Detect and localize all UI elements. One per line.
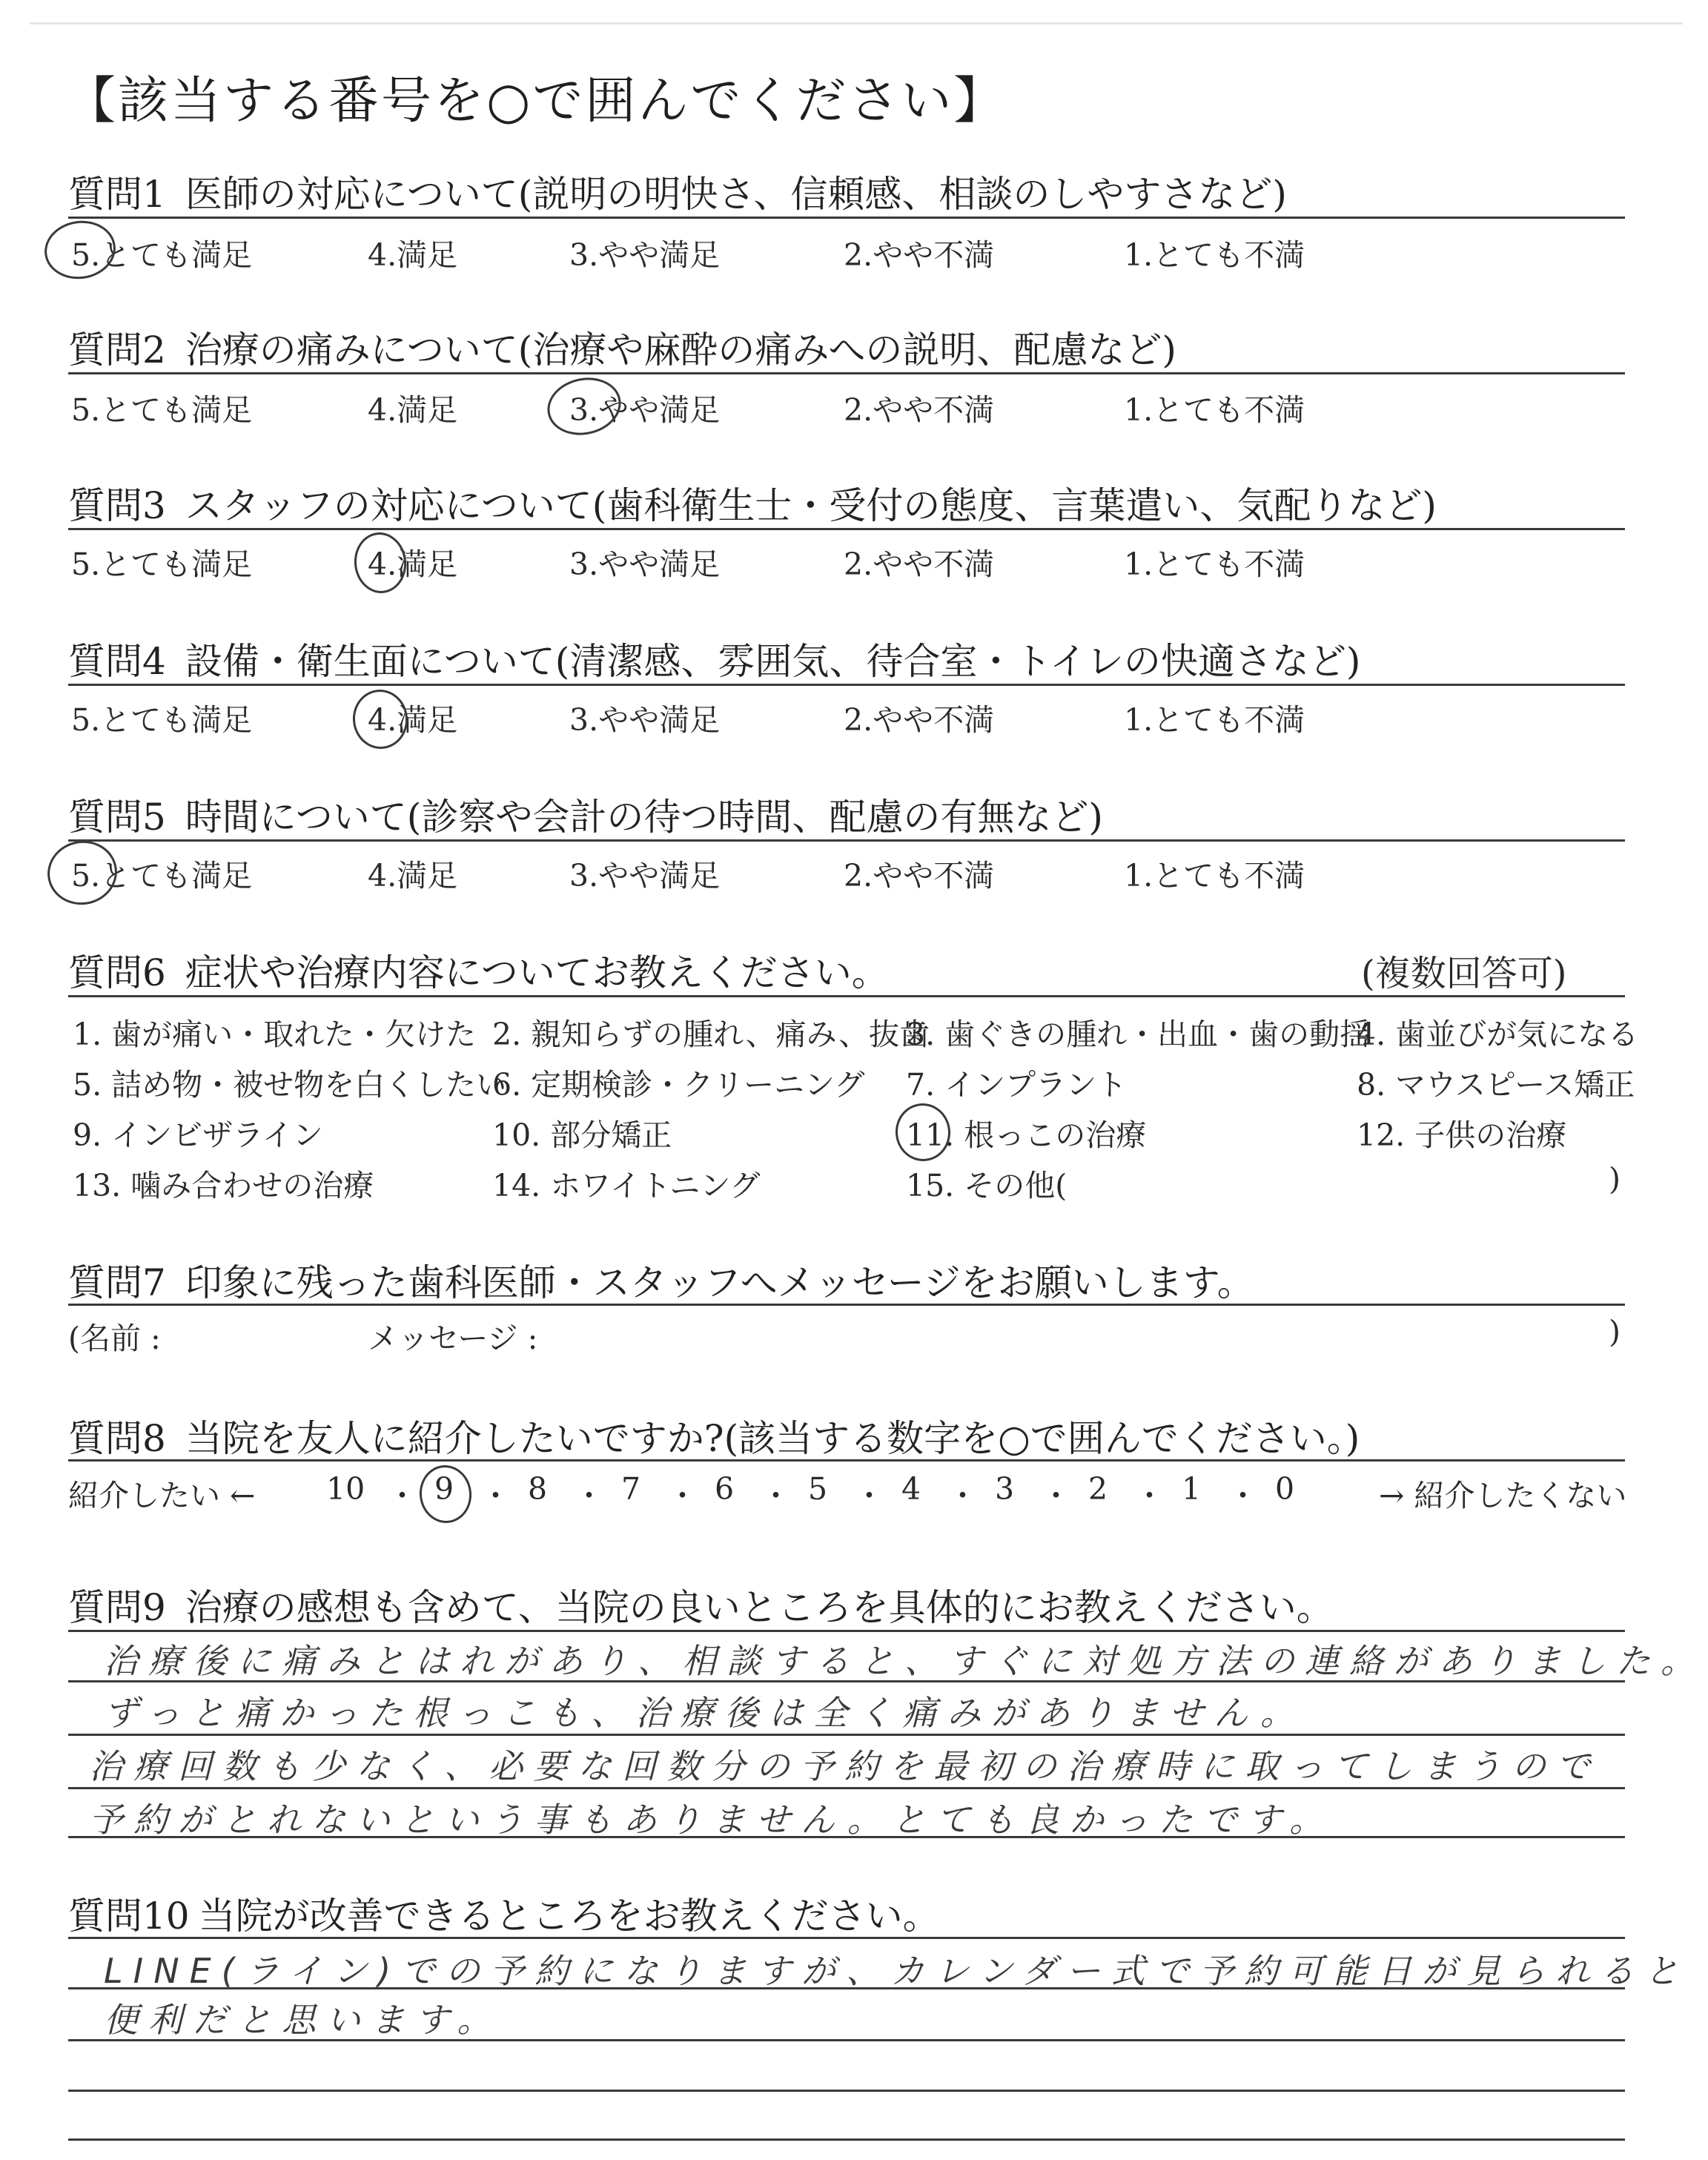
q8-score-8[interactable]: 8 — [528, 1471, 548, 1507]
q5-option-2[interactable]: 2.やや不満 — [844, 858, 995, 894]
question-5-text: 時間について(診察や会計の待つ時間、配慮の有無など) — [185, 796, 1103, 839]
question-3-number: 質問3 — [68, 484, 166, 527]
q6-item-6[interactable]: 6. 定期検診・クリーニング — [492, 1067, 865, 1103]
question-9-number: 質問9 — [68, 1586, 166, 1629]
q7-name-label: (名前 : — [68, 1321, 161, 1356]
q2-option-2[interactable]: 2.やや不満 — [844, 392, 995, 428]
question-1 — [68, 165, 1287, 218]
q4-option-4[interactable]: 4.満足 — [368, 702, 458, 738]
q8-sep: ・ — [667, 1478, 698, 1513]
q3-option-2[interactable]: 2.やや不満 — [844, 546, 995, 582]
q5-option-3[interactable]: 3.やや満足 — [569, 858, 721, 894]
q6-item-5[interactable]: 5. 詰め物・被せ物を白くしたい — [73, 1067, 507, 1103]
q6-item-1[interactable]: 1. 歯が痛い・取れた・欠けた — [73, 1017, 477, 1052]
question-7-number: 質問7 — [68, 1261, 166, 1304]
question-7-rule — [68, 1304, 1625, 1306]
question-5-number: 質問5 — [68, 796, 166, 839]
q6-item-15-close: ) — [1609, 1161, 1621, 1197]
q6-item-7[interactable]: 7. インプラント — [906, 1067, 1128, 1103]
question-9 — [68, 1578, 1334, 1631]
q10-answer-rule — [68, 1987, 1625, 1989]
q4-option-2[interactable]: 2.やや不満 — [844, 702, 995, 738]
question-3-text: スタッフの対応について(歯科衛生士・受付の態度、言葉遣い、気配りなど) — [185, 484, 1437, 527]
q9-answer-rule — [68, 1680, 1625, 1682]
q5-option-1[interactable]: 1.とても不満 — [1124, 858, 1305, 894]
question-9-rule — [68, 1630, 1625, 1632]
question-7 — [68, 1253, 1254, 1307]
q9-answer-line-1: 治療後に痛みとはれがあり、相談すると、すぐに対処方法の連絡がありました。 — [104, 1641, 1705, 1681]
q8-sep: ・ — [387, 1478, 417, 1513]
q8-score-9[interactable]: 9 — [434, 1471, 454, 1507]
q8-sep: ・ — [761, 1478, 791, 1513]
question-1-text: 医師の対応について(説明の明快さ、信頼感、相談のしやすさなど) — [185, 173, 1287, 216]
q6-item-2[interactable]: 2. 親知らずの腫れ、痛み、抜歯 — [492, 1017, 930, 1052]
question-6-number: 質問6 — [68, 951, 166, 994]
question-2-number: 質問2 — [68, 328, 166, 371]
question-4 — [68, 632, 1360, 685]
q1-option-2[interactable]: 2.やや不満 — [844, 237, 995, 273]
question-8-rule — [68, 1459, 1625, 1462]
q10-answer-rule — [68, 2090, 1625, 2092]
question-6-rule — [68, 995, 1625, 997]
question-8-text: 当院を友人に紹介したいですか?(該当する数字を○で囲んでください。) — [185, 1417, 1360, 1460]
q7-message-label: メッセージ : — [368, 1321, 538, 1356]
q5-option-4[interactable]: 4.満足 — [368, 858, 458, 894]
q6-item-8[interactable]: 8. マウスピース矯正 — [1357, 1067, 1635, 1103]
q6-item-4[interactable]: 4. 歯並びが気になる — [1357, 1017, 1639, 1052]
question-5-rule — [68, 839, 1625, 842]
question-2-text: 治療の痛みについて(治療や麻酔の痛みへの説明、配慮など) — [185, 328, 1176, 371]
q9-answer-rule — [68, 1836, 1625, 1838]
q8-score-5[interactable]: 5 — [808, 1471, 828, 1507]
q2-option-5[interactable]: 5.とても満足 — [71, 392, 253, 428]
q6-item-13[interactable]: 13. 噛み合わせの治療 — [73, 1168, 374, 1203]
q9-answer-rule — [68, 1787, 1625, 1789]
question-6 — [68, 943, 889, 997]
q5-option-5[interactable]: 5.とても満足 — [71, 858, 253, 894]
q8-score-7[interactable]: 7 — [621, 1471, 641, 1507]
question-9-text: 治療の感想も含めて、当院の良いところを具体的にお教えください。 — [185, 1586, 1334, 1629]
q2-option-1[interactable]: 1.とても不満 — [1124, 392, 1305, 428]
question-10-rule — [68, 1937, 1625, 1939]
q8-score-3[interactable]: 3 — [995, 1471, 1015, 1507]
question-2-rule — [68, 372, 1625, 374]
q9-answer-rule — [68, 1734, 1625, 1736]
q1-option-3[interactable]: 3.やや満足 — [569, 237, 721, 273]
question-10-number: 質問10 — [68, 1895, 190, 1938]
question-4-text: 設備・衛生面について(清潔感、雰囲気、待合室・トイレの快適さなど) — [185, 640, 1361, 683]
q9-answer-line-2: ずっと痛かった根っこも、治療後は全く痛みがありません。 — [104, 1693, 1305, 1733]
q8-score-2[interactable]: 2 — [1088, 1471, 1108, 1507]
q8-sep: ・ — [480, 1478, 511, 1513]
question-3 — [68, 476, 1437, 529]
q2-option-4[interactable]: 4.満足 — [368, 392, 458, 428]
question-2 — [68, 320, 1176, 374]
q2-option-3[interactable]: 3.やや満足 — [569, 392, 721, 428]
question-5 — [68, 787, 1103, 841]
question-8-number: 質問8 — [68, 1417, 166, 1460]
question-8 — [68, 1409, 1360, 1462]
q8-score-0[interactable]: 0 — [1275, 1471, 1295, 1507]
q8-score-10[interactable]: 10 — [326, 1471, 365, 1507]
q6-item-3[interactable]: 3. 歯ぐきの腫れ・出血・歯の動揺 — [906, 1017, 1371, 1052]
q10-answer-line-1: LINE(ライン)での予約になりますが、カレンダー式で予約可能日が見られると — [104, 1951, 1689, 1991]
q4-option-3[interactable]: 3.やや満足 — [569, 702, 721, 738]
q3-option-1[interactable]: 1.とても不満 — [1124, 546, 1305, 582]
q10-answer-line-2: 便利だと思います。 — [104, 2000, 502, 2040]
q8-sep: ・ — [854, 1478, 884, 1513]
q1-option-4[interactable]: 4.満足 — [368, 237, 458, 273]
q8-left-label: 紹介したい ← — [68, 1478, 256, 1513]
q8-score-4[interactable]: 4 — [901, 1471, 921, 1507]
q6-item-10[interactable]: 10. 部分矯正 — [492, 1117, 672, 1153]
q7-close-paren: ) — [1609, 1314, 1621, 1350]
question-4-rule — [68, 684, 1625, 686]
q1-option-1[interactable]: 1.とても不満 — [1124, 237, 1305, 273]
q6-item-15[interactable]: 15. その他( — [906, 1168, 1068, 1203]
q9-answer-line-4: 予約がとれないという事もありません。とても良かったです。 — [89, 1800, 1334, 1840]
q6-item-12[interactable]: 12. 子供の治療 — [1357, 1117, 1567, 1153]
q3-option-4[interactable]: 4.満足 — [368, 546, 458, 582]
question-10 — [68, 1886, 940, 1940]
q8-sep: ・ — [947, 1478, 978, 1513]
q8-sep: ・ — [574, 1478, 604, 1513]
question-1-number: 質問1 — [68, 173, 166, 216]
question-4-number: 質問4 — [68, 640, 166, 683]
q1-option-5[interactable]: 5.とても満足 — [71, 237, 253, 273]
question-10-text: 当院が改善できるところをお教えください。 — [198, 1895, 940, 1938]
question-6-text: 症状や治療内容についてお教えください。 — [185, 951, 889, 994]
q10-answer-rule — [68, 2138, 1625, 2141]
q8-sep: ・ — [1134, 1478, 1165, 1513]
q3-option-5[interactable]: 5.とても満足 — [71, 546, 253, 582]
q8-right-label: → 紹介したくない — [1379, 1478, 1627, 1513]
q9-answer-line-3: 治療回数も少なく、必要な回数分の予約を最初の治療時に取ってしまうので — [89, 1746, 1601, 1786]
q3-option-3[interactable]: 3.やや満足 — [569, 546, 721, 582]
q6-item-9[interactable]: 9. インビザライン — [73, 1117, 323, 1153]
question-3-rule — [68, 528, 1625, 530]
q8-sep: ・ — [1228, 1478, 1258, 1513]
q8-score-6[interactable]: 6 — [715, 1471, 735, 1507]
q6-item-14[interactable]: 14. ホワイトニング — [492, 1168, 761, 1203]
q8-score-1[interactable]: 1 — [1182, 1471, 1202, 1507]
q4-option-1[interactable]: 1.とても不満 — [1124, 702, 1305, 738]
q8-selection-circle — [417, 1463, 474, 1526]
q10-answer-rule — [68, 2039, 1625, 2041]
q6-item-11[interactable]: 11. 根っこの治療 — [906, 1117, 1147, 1153]
question-7-text: 印象に残った歯科医師・スタッフへメッセージをお願いします。 — [185, 1261, 1254, 1304]
page-top-edge — [30, 22, 1683, 24]
page-title: 【該当する番号を○で囲んでください】 — [65, 72, 1007, 131]
q8-sep: ・ — [1041, 1478, 1071, 1513]
q2-selection-circle — [542, 371, 626, 441]
question-1-rule — [68, 217, 1625, 219]
question-6-note: (複数回答可) — [1361, 953, 1567, 994]
q5-selection-circle — [42, 835, 122, 910]
q4-option-5[interactable]: 5.とても満足 — [71, 702, 253, 738]
